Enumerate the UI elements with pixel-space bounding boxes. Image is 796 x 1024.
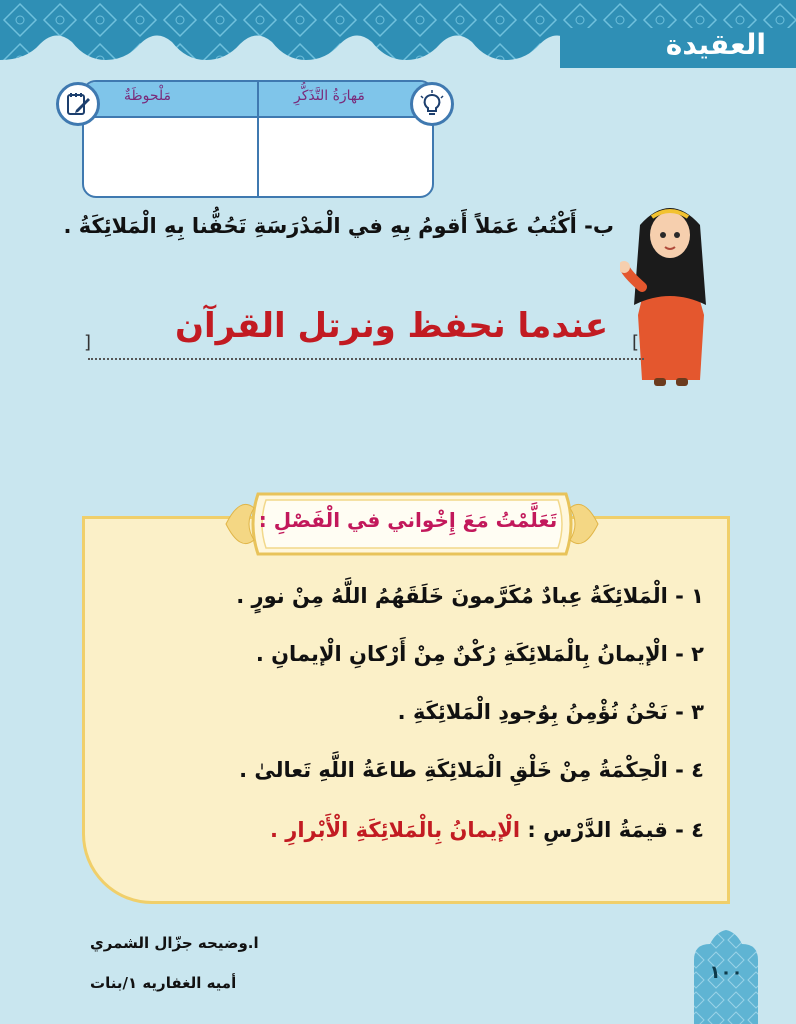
lesson-value-text: الْإيمانُ بِالْمَلائِكَةِ الْأَبْرارِ . <box>269 818 521 842</box>
lesson-value-prefix: ٤ - قيمَةُ الدَّرْسِ : <box>527 818 704 842</box>
learned-item-2: ٢ - الْإيمانُ بِالْمَلائِكَةِ رُكْنٌ مِنْ أَرْكانِ الْإيمانِ . <box>255 642 704 666</box>
table-divider <box>257 82 259 196</box>
lesson-value-line <box>270 818 704 842</box>
author-school: أميه الغفاريه ١/بنات <box>90 974 237 992</box>
author-name: ا.وضيحه جزّال الشمري <box>90 934 259 952</box>
note-label: مَلْحوظَةٌ <box>124 88 172 104</box>
memory-skill-label: مَهارَةُ التَّذَكُّرِ <box>294 88 365 104</box>
answer-bracket-right: [ <box>632 332 640 353</box>
lightbulb-icon <box>418 90 446 118</box>
answer-bracket-left: ] <box>84 332 92 353</box>
learned-item-4: ٤ - الْحِكْمَةُ مِنْ خَلْقِ الْمَلائِكَةِ طاعَةُ اللَّهِ تَعالىٰ . <box>239 758 704 782</box>
notepad-badge <box>56 82 100 126</box>
lightbulb-badge <box>410 82 454 126</box>
learned-title: تَعَلَّمْتُ مَعَ إِخْواني في الْفَصْلِ : <box>258 508 558 532</box>
notepad-pencil-icon <box>64 90 92 118</box>
girl-illustration <box>620 195 720 395</box>
page-number: ١٠٠ <box>709 962 743 983</box>
section-title: العقيدة <box>665 28 766 61</box>
question-text: ب- أَكْتُبُ عَمَلاً أَقومُ بِهِ في الْمَدْرَسَةِ تَحُفُّنا بِهِ الْمَلائِكَةُ . <box>63 214 614 238</box>
handwritten-answer: عندما نحفظ ونرتل القرآن <box>175 306 609 346</box>
learned-item-1: ١ - الْمَلائِكَةُ عِبادٌ مُكَرَّمونَ خَلَقَهُمُ اللَّهُ مِنْ نورٍ . <box>236 584 704 608</box>
learned-item-3: ٣ - نَحْنُ نُؤْمِنُ بِوُجودِ الْمَلائِكَةِ . <box>397 700 704 724</box>
skills-table <box>82 80 434 198</box>
